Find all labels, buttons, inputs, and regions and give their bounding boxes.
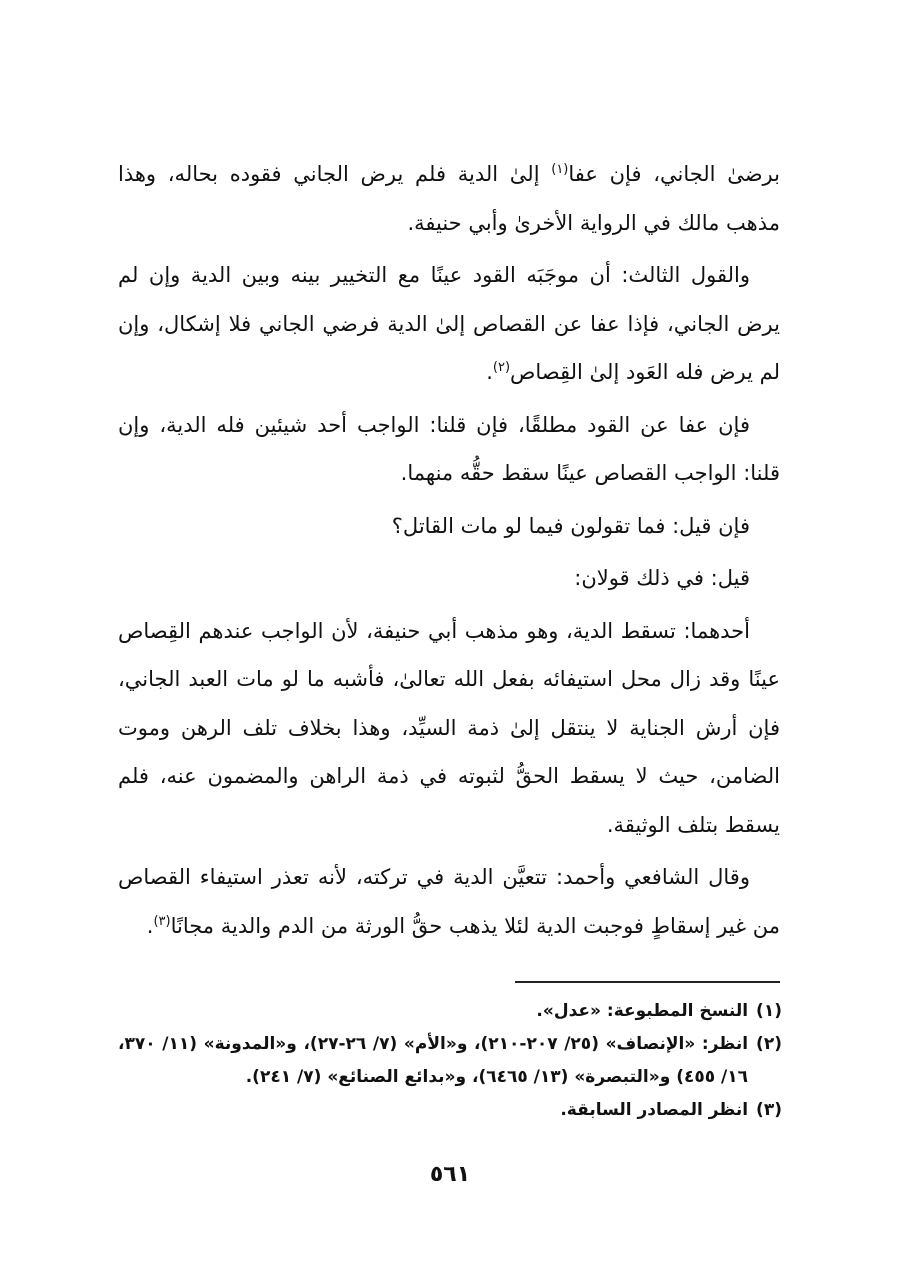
footnote-item (118, 1028, 782, 1094)
footnote-divider (515, 981, 780, 983)
footnote-number: (٢) (756, 1034, 782, 1054)
paragraph-1: برضىٰ الجاني، فإن عفا$^{(١)}$ إلىٰ الدية فلم يرض الجاني فقوده بحاله، وهذا مذهب مالك في الرواية الأخرىٰ وأبي حنيفة. (118, 162, 780, 235)
paragraph-4: فإن قيل: فما تقولون فيما لو مات القاتل؟ (391, 513, 750, 538)
footnote-item (118, 995, 782, 1028)
page-number: ٥٦١ (429, 1162, 471, 1187)
footnote-ref-2[interactable]: (٢) (492, 360, 511, 375)
paragraph-5: قيل: في ذلك قولان: (574, 566, 750, 590)
paragraph-3: فإن عفا عن القود مطلقًا، فإن قلنا: الواجب أحد شيئين فله الدية، وإن قلنا: الواجب القصاص عينًا سقط حقُّه منهما. (118, 412, 780, 485)
main-text (118, 150, 780, 954)
paragraph-7: وقال الشافعي وأحمد: تتعيَّن الدية في تركته، لأنه تعذر استيفاء القصاص من غير إسقاطٍ فوجبت الدية لئلا يذهب حقُّ الورثة من الدم والدية مجانًا$^{(٣)}$. (118, 865, 780, 938)
footnote-ref-3[interactable]: (٣) (153, 913, 171, 929)
footnote-text: النسخ المطبوعة: «عدل». (536, 1001, 749, 1021)
paragraph-2: والقول الثالث: أن موجَبَه القود عينًا مع التخيير بينه وبين الدية وإن لم يرض الجاني، فإذا عفا عن القصاص إلىٰ الدية فرضي الجاني فلا إشكال، وإن لم يرض فله العَود إلىٰ القِصاص$^{(٢)}$. (118, 263, 780, 384)
paragraph-6: أحدهما: تسقط الدية، وهو مذهب أبي حنيفة، لأن الواجب عندهم القِصاص عينًا وقد زال محل استيفائه بفعل الله تعالىٰ، فأشبه ما لو مات العبد الجاني، فإن أرش الجناية لا ينتقل إلىٰ ذمة السيِّد، وهذا بخلاف تلف الرهن وموت الضامن، حيث لا يسقط الحقُّ لثبوته في ذمة الراهن والمضمون عنه، فلم يسقط بتلف الوثيقة. (118, 618, 780, 837)
footnote-ref-1[interactable]: (١) (551, 162, 569, 177)
footnote-number: (١) (756, 1001, 782, 1021)
footnotes (118, 995, 782, 1127)
footnote-item (118, 1094, 782, 1127)
footnote-number: (٣) (756, 1100, 782, 1120)
footnote-text: انظر المصادر السابقة. (560, 1100, 749, 1120)
footnote-text: انظر: «الإنصاف» (٢٥/ ٢٠٧-٢١٠)، و«الأم» (٧/ ٢٦-٢٧)، و«المدونة» (١١/ ٣٧٠، ١٦/ ٤٥٥) و«التبصرة» (١٣/ ٦٤٦٥)، و«بدائع الصنائع» (٧/ ٢٤١). (118, 1034, 749, 1087)
